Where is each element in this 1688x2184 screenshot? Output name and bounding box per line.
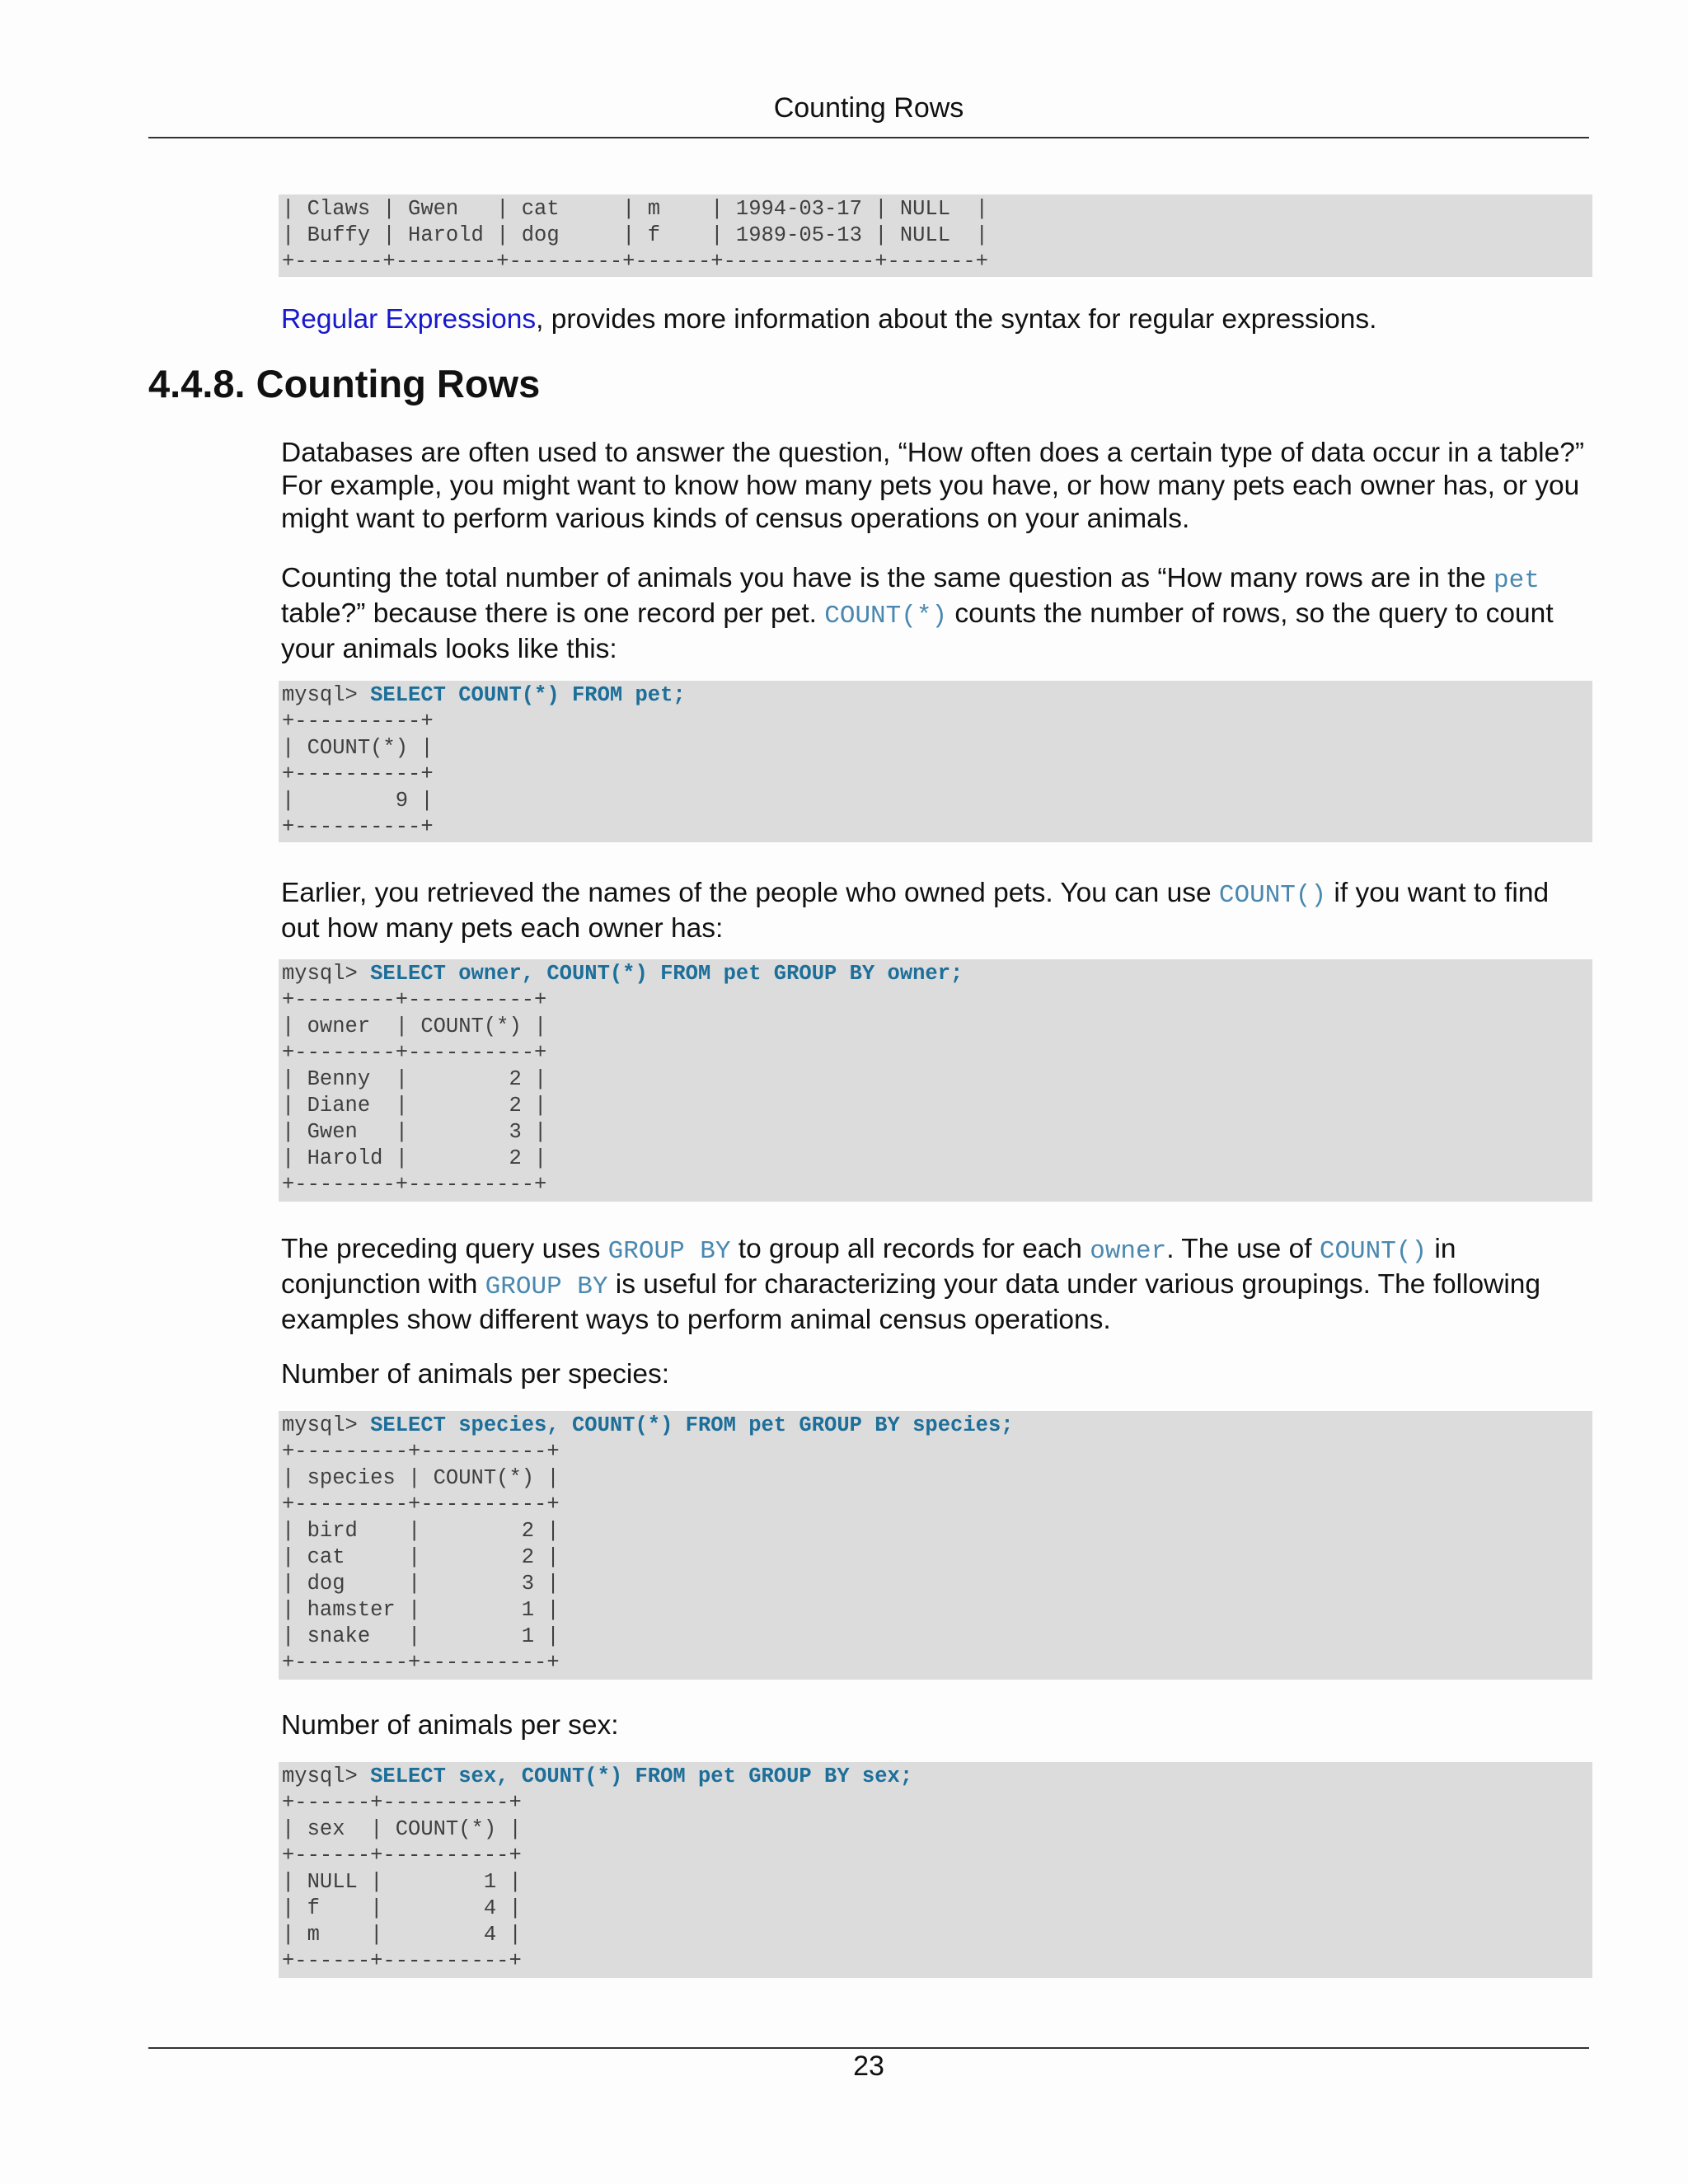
code-line: +----------+ <box>282 815 434 839</box>
header-rule <box>148 137 1589 138</box>
running-header: Counting Rows <box>773 92 964 124</box>
sql-command: SELECT COUNT(*) FROM pet; <box>370 683 686 707</box>
mysql-prompt: mysql> <box>282 1413 371 1437</box>
footer-rule <box>148 2047 1589 2049</box>
code-line: +---------+----------+ <box>282 1493 560 1516</box>
inline-code-count: COUNT() <box>1218 881 1327 910</box>
code-line: | species | COUNT(*) | <box>282 1466 560 1490</box>
code-block-previous-result <box>279 194 1592 277</box>
sql-command: SELECT owner, COUNT(*) FROM pet GROUP BY owner; <box>370 962 964 986</box>
code-line: | Benny | 2 | <box>282 1067 547 1091</box>
code-block-count-by-owner <box>279 959 1592 1202</box>
code-line: | 9 | <box>282 789 434 813</box>
code-line: | Claws | Gwen | cat | m | 1994-03-17 | NULL | <box>282 197 988 221</box>
regular-expressions-link[interactable]: Regular Expressions <box>281 304 537 335</box>
code-line: +--------+----------+ <box>282 988 547 1012</box>
page-number: 23 <box>853 2050 884 2082</box>
inline-code-owner: owner <box>1090 1237 1167 1266</box>
inline-code-group-by: GROUP BY <box>607 1237 731 1266</box>
mysql-prompt: mysql> <box>282 1765 371 1788</box>
mysql-prompt: mysql> <box>282 962 371 986</box>
paragraph-text: if you want to find out how many pets each owner has: <box>281 878 1550 944</box>
paragraph-text: Counting the total number of animals you have is the same question as “How many rows are in the <box>281 563 1494 593</box>
code-line-command <box>282 961 1589 987</box>
code-line: | NULL | 1 | <box>282 1870 522 1894</box>
sql-command: SELECT sex, COUNT(*) FROM pet GROUP BY sex; <box>370 1765 913 1788</box>
paragraph-per-sex: Number of animals per sex: <box>281 1710 619 1741</box>
code-line: +----------+ <box>282 710 434 733</box>
paragraph-owner-count <box>281 877 1592 945</box>
code-block-count-by-sex <box>279 1762 1592 1978</box>
paragraph-text: to group all records for each <box>730 1234 1090 1264</box>
code-line: | sex | COUNT(*) | <box>282 1817 522 1841</box>
inline-code-group-by: GROUP BY <box>485 1272 608 1301</box>
code-line: | cat | 2 | <box>282 1545 560 1569</box>
sql-command: SELECT species, COUNT(*) FROM pet GROUP BY species; <box>370 1413 1014 1437</box>
paragraph-text: , provides more information about the syntax for regular expressions. <box>536 304 1377 335</box>
paragraph-regex-reference <box>281 303 1592 336</box>
paragraph-text: is useful for characterizing your data under various groupings. The following examples show different ways to perform animal census operations. <box>281 1269 1541 1335</box>
paragraph-text: table?” because there is one record per pet. <box>281 598 825 629</box>
paragraph-text: in conjunction with <box>281 1234 1456 1300</box>
code-line: | owner | COUNT(*) | <box>282 1015 547 1038</box>
section-title: 4.4.8. Counting Rows <box>148 362 541 405</box>
paragraph-group-by <box>281 1233 1592 1337</box>
code-line: +----------+ <box>282 762 434 786</box>
code-line: +------+----------+ <box>282 1791 522 1815</box>
code-line: +---------+----------+ <box>282 1440 560 1464</box>
paragraph-text: . The use of <box>1166 1234 1320 1264</box>
code-line: +---------+----------+ <box>282 1651 560 1675</box>
paragraph-text: The preceding query uses <box>281 1234 608 1264</box>
mysql-prompt: mysql> <box>282 683 371 707</box>
code-line-command <box>282 1764 1589 1790</box>
code-block-count-all <box>279 681 1592 842</box>
code-line: | Gwen | 3 | <box>282 1120 547 1144</box>
code-line: | m | 4 | <box>282 1923 522 1947</box>
code-line: | snake | 1 | <box>282 1624 560 1648</box>
code-line-command <box>282 682 1589 709</box>
paragraph-text: counts the number of rows, so the query to count your animals looks like this: <box>281 598 1554 664</box>
code-line: +--------+----------+ <box>282 1041 547 1065</box>
code-line: | Harold | 2 | <box>282 1146 547 1170</box>
code-line: | Buffy | Harold | dog | f | 1989-05-13 | NULL | <box>282 223 988 247</box>
code-line: | hamster | 1 | <box>282 1598 560 1622</box>
inline-code-pet: pet <box>1493 566 1540 595</box>
code-line: +------+----------+ <box>282 1949 522 1973</box>
paragraph-per-species: Number of animals per species: <box>281 1359 670 1390</box>
code-line: +-------+--------+---------+------+------------+-------+ <box>282 250 988 274</box>
paragraph-text: Earlier, you retrieved the names of the people who owned pets. You can use <box>281 878 1219 908</box>
inline-code-count-star: COUNT(*) <box>824 602 948 630</box>
code-line: | f | 4 | <box>282 1896 522 1920</box>
code-line: | COUNT(*) | <box>282 736 434 760</box>
paragraph-intro: Databases are often used to answer the question, “How often does a certain type of data occur in a table?” For example, you might want to know how many pets you have, or how many pets each owner has, or you might want to perform various kinds of census operations on your animals. <box>281 438 1585 534</box>
code-line: +------+----------+ <box>282 1844 522 1868</box>
code-line: +--------+----------+ <box>282 1173 547 1197</box>
paragraph-count-total <box>281 562 1592 666</box>
inline-code-count: COUNT() <box>1319 1237 1428 1266</box>
code-block-count-by-species <box>279 1411 1592 1680</box>
code-line: | Diane | 2 | <box>282 1094 547 1118</box>
code-line-command <box>282 1413 1589 1439</box>
code-line: | dog | 3 | <box>282 1572 560 1596</box>
code-line: | bird | 2 | <box>282 1519 560 1543</box>
